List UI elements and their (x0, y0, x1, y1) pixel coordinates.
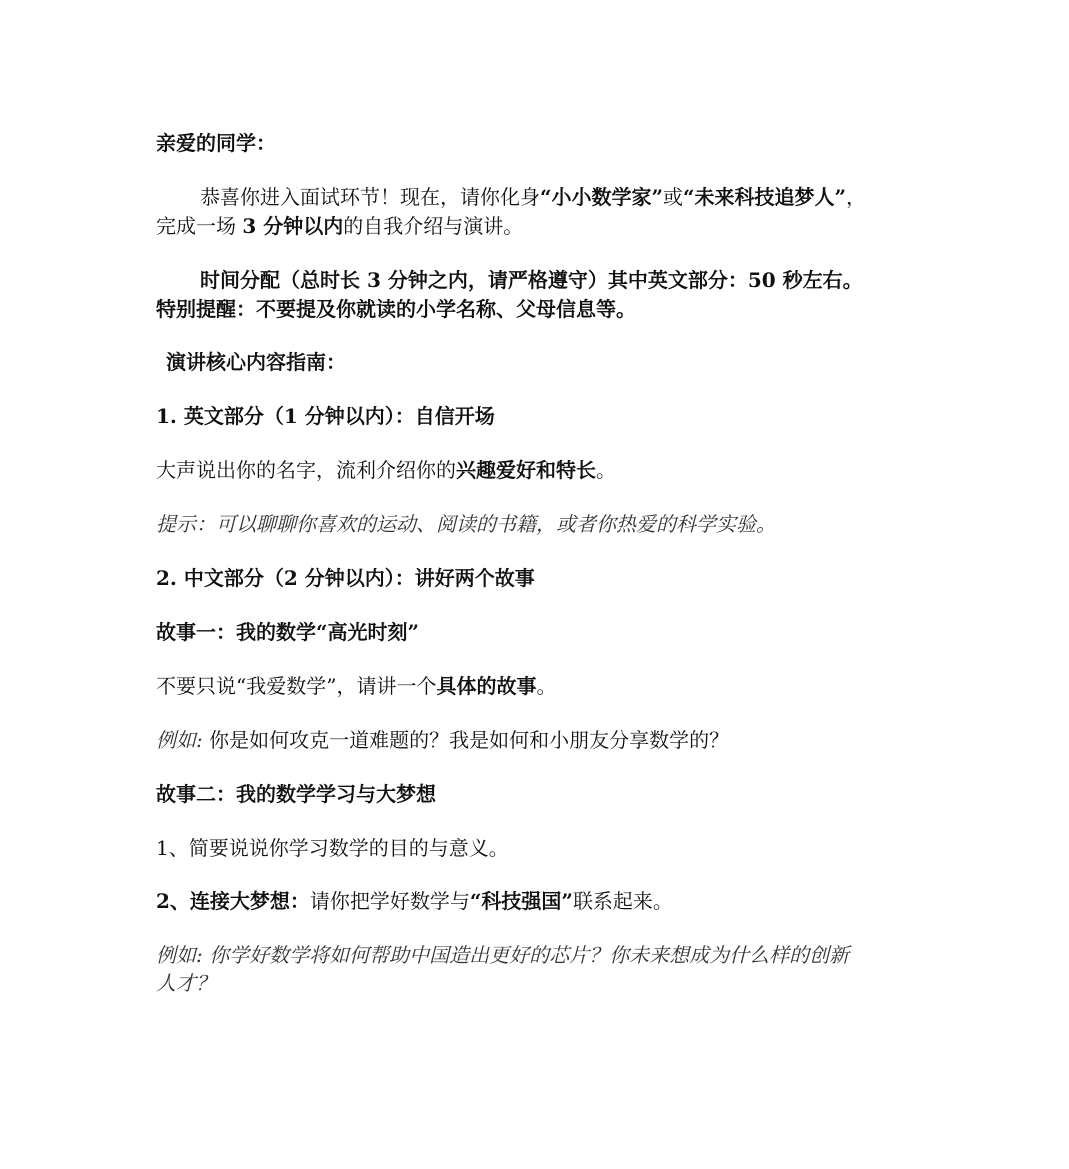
section-1-body-a: 大声说出你的名字，流利介绍你的 (156, 458, 456, 482)
intro-text-2a: 完成一场 (156, 214, 243, 238)
story-1-body-b: 具体的故事 (436, 674, 537, 698)
story-1-title: 故事一：我的数学“高光时刻” (156, 620, 420, 644)
example-2-line-1: 例如: 你学好数学将如何帮助中国造出更好的芯片？你未来想成为什么样的创新 (156, 943, 850, 967)
intro-text-2c: 的自我介绍与演讲。 (343, 214, 524, 238)
point-2-keyword: “科技强国” (469, 889, 573, 913)
time-note-line-1: 时间分配（总时长 3 分钟之内，请严格遵守）其中英文部分：50 秒左右。 (200, 268, 863, 292)
section-1-body-c: 。 (596, 458, 616, 482)
intro-line-1 (200, 183, 866, 211)
point-2-text-c: 联系起来。 (572, 889, 673, 913)
point-1: 1、简要说说你学习数学的目的与意义。 (156, 836, 509, 860)
section-2-heading: 2. 中文部分（2 分钟以内）：讲好两个故事 (156, 566, 535, 590)
intro-line-2 (156, 212, 523, 240)
greeting: 亲爱的同学： (156, 131, 276, 155)
story-1-example-text: 你是如何攻克一道难题的？我是如何和小朋友分享数学的？ (209, 728, 730, 752)
point-2 (156, 887, 673, 915)
story-1-body-a: 不要只说“我爱数学”，请讲一个 (156, 674, 437, 698)
section-1-body-b: 兴趣爱好和特长 (456, 458, 596, 482)
guide-title: 演讲核心内容指南： (166, 350, 346, 374)
example-2-line-2: 人才？ (156, 971, 216, 995)
story-1-example (156, 726, 729, 754)
intro-comma: ， (846, 185, 867, 209)
role-2: “未来科技追梦人” (683, 185, 847, 209)
story-1-body (156, 672, 556, 700)
point-2-label: 2、连接大梦想： (156, 889, 310, 913)
section-1-heading: 1. 英文部分（1 分钟以内）：自信开场 (156, 404, 495, 428)
intro-or: 或 (663, 185, 684, 209)
story-1-body-c: 。 (536, 674, 557, 698)
intro-text: 恭喜你进入面试环节！现在，请你化身 (200, 185, 540, 209)
role-1: “小小数学家” (540, 185, 664, 209)
story-1-example-label: 例如: (156, 728, 203, 752)
section-1-body (156, 456, 616, 484)
time-limit: 3 分钟以内 (242, 214, 344, 238)
time-note-line-2: 特别提醒：不要提及你就读的小学名称、父母信息等。 (156, 297, 636, 321)
point-2-text-a: 请你把学好数学与 (309, 889, 470, 913)
story-2-title: 故事二：我的数学学习与大梦想 (156, 782, 436, 806)
section-1-hint: 提示：可以聊聊你喜欢的运动、阅读的书籍，或者你热爱的科学实验。 (156, 512, 776, 536)
